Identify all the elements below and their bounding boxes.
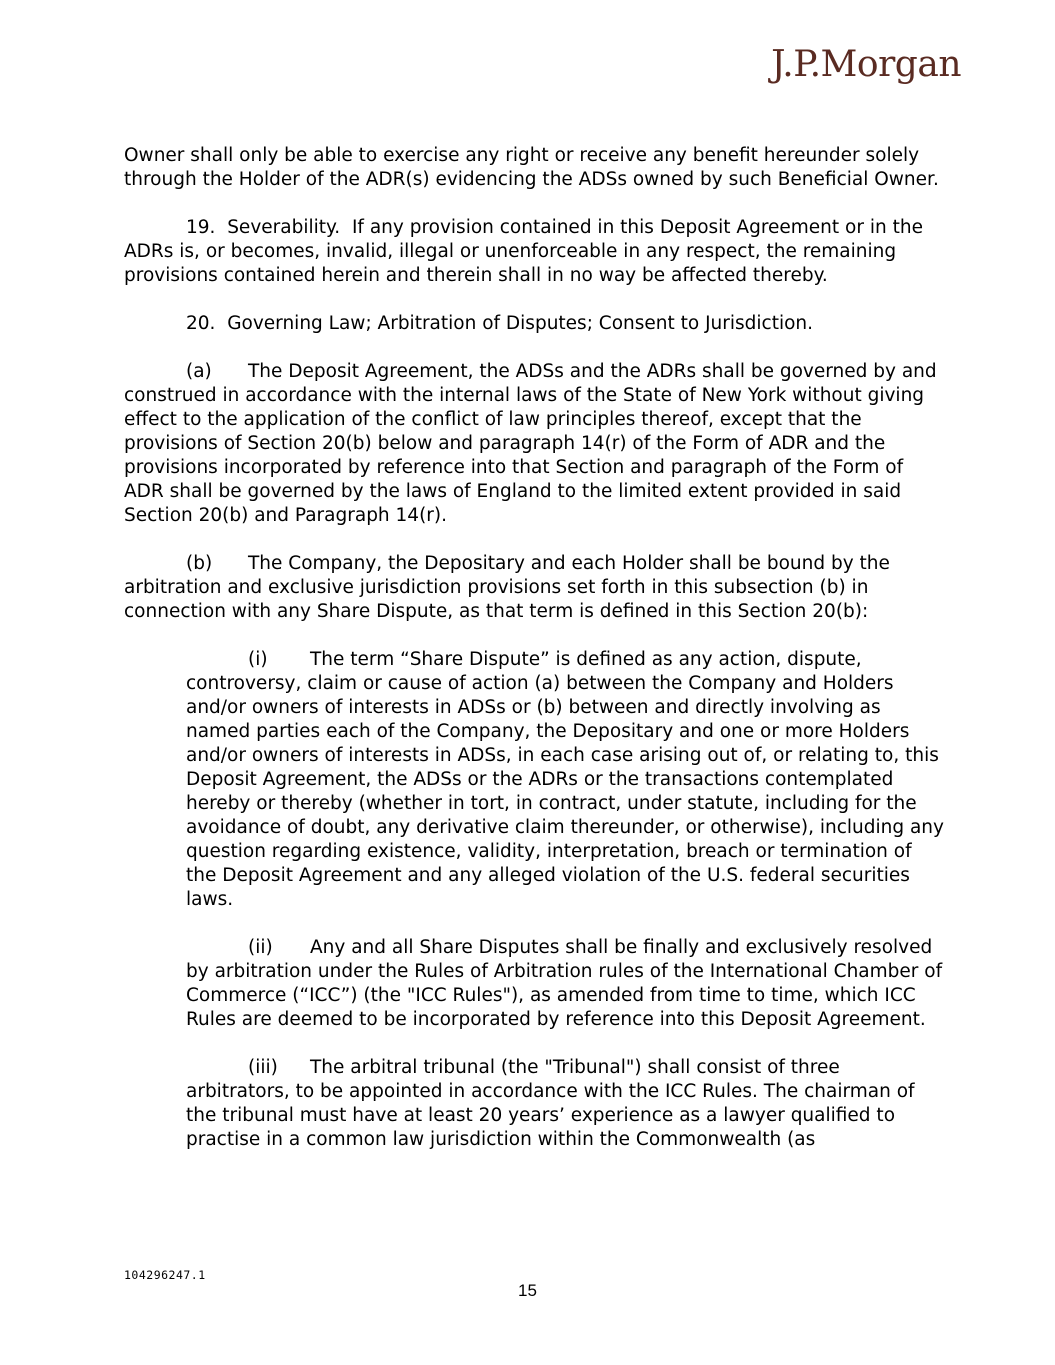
subparagraph-i <box>186 648 944 912</box>
subparagraph-iii-text: The arbitral tribunal (the "Tribunal") shall consist of three arbitrators, to be appointed in accordance with the ICC Rules. The chairman of the tribunal must have at least 20 years’ experience as a lawyer qualified to practise in a common law jurisdiction within the Commonwealth (as <box>186 1057 915 1150</box>
paragraph-b-text: The Company, the Depositary and each Holder shall be bound by the arbitration and exclusive jurisdiction provisions set forth in this subsection (b) in connection with any Share Dispute, as that term is defined in this Section 20(b): <box>124 553 890 622</box>
paragraph-a <box>124 360 944 528</box>
paragraph-a-marker: (a) <box>186 361 212 382</box>
document-body <box>124 144 944 1176</box>
continuation-paragraph: Owner shall only be able to exercise any right or receive any benefit hereunder solely through the Holder of the ADR(s) evidencing the ADSs owned by such Beneficial Owner. <box>124 145 939 190</box>
section-19-number: 19. <box>186 217 216 238</box>
jpmorgan-logo: J.P.Morgan <box>771 44 961 85</box>
subparagraph-i-marker: (i) <box>248 649 268 670</box>
section-19-title: Severability. <box>227 217 341 238</box>
subparagraph-ii <box>186 936 944 1032</box>
subparagraph-ii-text: Any and all Share Disputes shall be finally and exclusively resolved by arbitration under the Rules of Arbitration rules of the International Chamber of Commerce (“ICC”) (the "ICC Rules"), as amended from time to time, which ICC Rules are deemed to be incorporated by reference into this Deposit Agreement. <box>186 937 943 1030</box>
paragraph-a-text: The Deposit Agreement, the ADSs and the ADRs shall be governed by and construed in accordance with the internal laws of the State of New York without giving effect to the application of the conflict of law principles thereof, except that the provisions of Section 20(b) below and paragraph 14(r) of the Form of ADR and the provisions incorporated by reference into that Section and paragraph of the Form of ADR shall be governed by the laws of England to the limited extent provided in said Section 20(b) and Paragraph 14(r). <box>124 361 937 526</box>
subparagraph-iii-marker: (iii) <box>248 1057 278 1078</box>
document-id: 104296247.1 <box>124 1268 206 1282</box>
section-19 <box>124 216 944 288</box>
subparagraph-ii-marker: (ii) <box>248 937 273 958</box>
page-number: 15 <box>518 1281 537 1300</box>
section-20-title: Governing Law; Arbitration of Disputes; Consent to Jurisdiction. <box>227 313 814 334</box>
section-20-heading <box>124 312 944 336</box>
section-20-number: 20. <box>186 313 216 334</box>
section-19-text: If any provision contained in this Deposit Agreement or in the ADRs is, or becomes, invalid, illegal or unenforceable in any respect, the remaining provisions contained herein and therein shall in no way be affected thereby. <box>124 217 923 286</box>
subparagraph-iii <box>186 1056 944 1152</box>
paragraph-b <box>124 552 944 624</box>
subparagraph-i-text: The term “Share Dispute” is defined as any action, dispute, controversy, claim or cause of action (a) between the Company and Holders and/or owners of interests in ADSs or (b) between and directly involving as named parties each of the Company, the Depositary and one or more Holders and/or owners of interests in ADSs, in each case arising out of, or relating to, this Deposit Agreement, the ADSs or the ADRs or the transactions contemplated hereby or thereby (whether in tort, in contract, under statute, including for the avoidance of doubt, any derivative claim thereunder, or otherwise), including any question regarding existence, validity, interpretation, breach or termination of the Deposit Agreement and any alleged violation of the U.S. federal securities laws. <box>186 649 944 910</box>
paragraph-b-marker: (b) <box>186 553 213 574</box>
